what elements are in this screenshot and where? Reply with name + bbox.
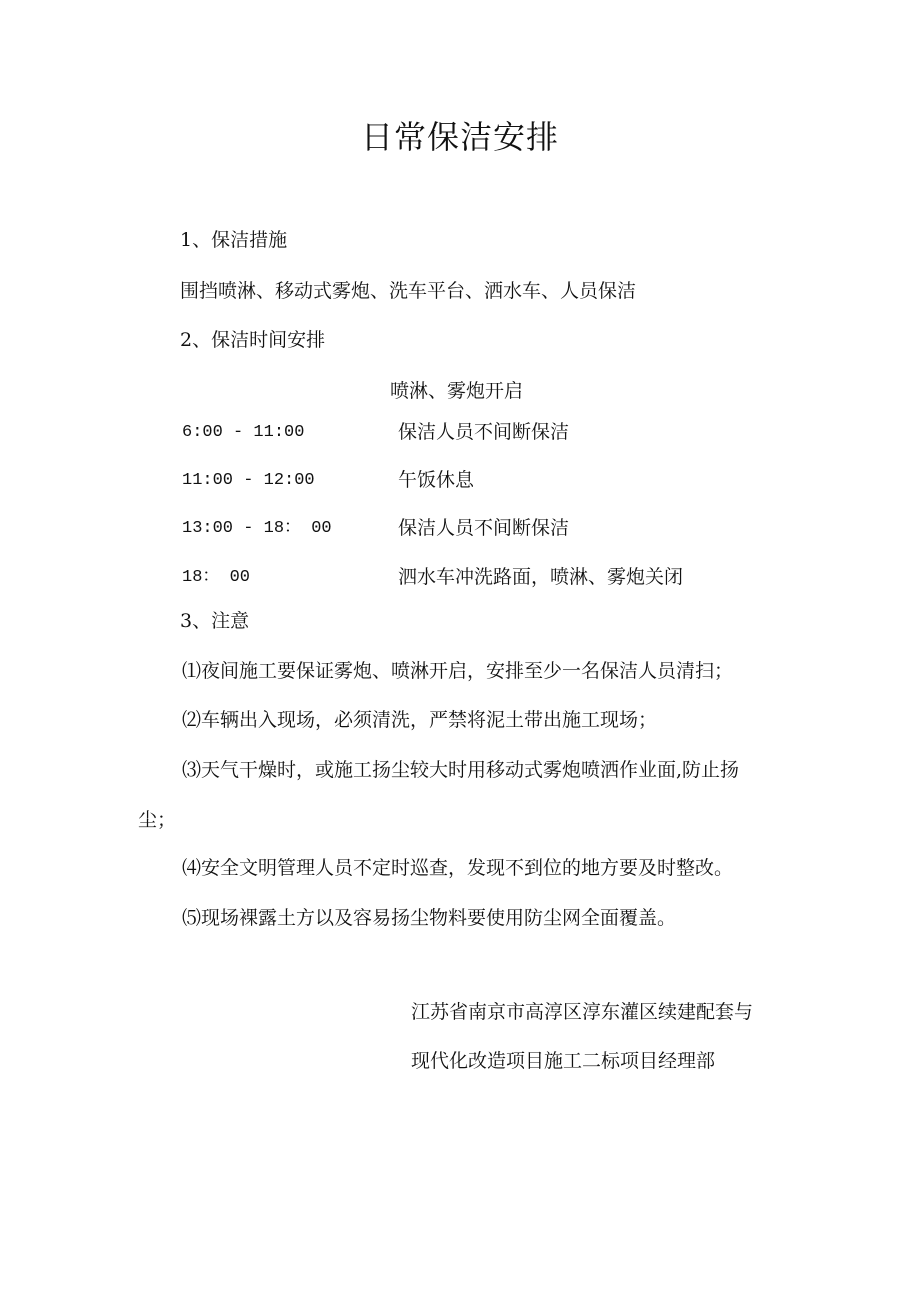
- schedule-activity-3: 保洁人员不间断保洁: [398, 517, 570, 539]
- schedule-activity-2: 午饭休息: [398, 469, 475, 491]
- note-item-1: ⑴夜间施工要保证雾炮、喷淋开启，安排至少一名保洁人员清扫；: [182, 660, 734, 682]
- note-item-5: ⑸现场裸露土方以及容易扬尘物料要使用防尘网全面覆盖。: [182, 907, 677, 929]
- page-title: 日常保洁安排: [360, 118, 559, 156]
- note-item-4: ⑷安全文明管理人员不定时巡查，发现不到位的地方要及时整改。: [182, 857, 734, 879]
- schedule-activity-1: 保洁人员不间断保洁: [398, 421, 570, 443]
- signature-line-1: 江苏省南京市高淳区淳东灌区续建配套与: [411, 1001, 754, 1023]
- schedule-time-4: 18： 00: [182, 568, 251, 587]
- section3-heading: 3、注意: [180, 610, 250, 632]
- schedule-time-3: 13:00 - 18： 00: [182, 519, 332, 538]
- signature-line-2: 现代化改造项目施工二标项目经理部: [411, 1050, 716, 1072]
- section1-content: 围挡喷淋、移动式雾炮、洗车平台、洒水车、人员保洁: [180, 280, 637, 302]
- section1-heading: 1、保洁措施: [180, 229, 288, 251]
- section2-heading: 2、保洁时间安排: [180, 329, 326, 351]
- schedule-activity-4: 泗水车冲洗路面，喷淋、雾炮关闭: [398, 566, 684, 588]
- schedule-time-1: 6:00 - 11:00: [182, 423, 305, 442]
- note-item-2: ⑵车辆出入现场，必须清洗，严禁将泥土带出施工现场；: [182, 709, 658, 731]
- note-item-3-continued: 尘；: [138, 809, 177, 831]
- note-item-3: ⑶天气干燥时，或施工扬尘较大时用移动式雾炮喷洒作业面,防止扬: [182, 759, 740, 781]
- schedule-time-2: 11:00 - 12:00: [182, 471, 315, 490]
- schedule-note: 喷淋、雾炮开启: [390, 380, 524, 402]
